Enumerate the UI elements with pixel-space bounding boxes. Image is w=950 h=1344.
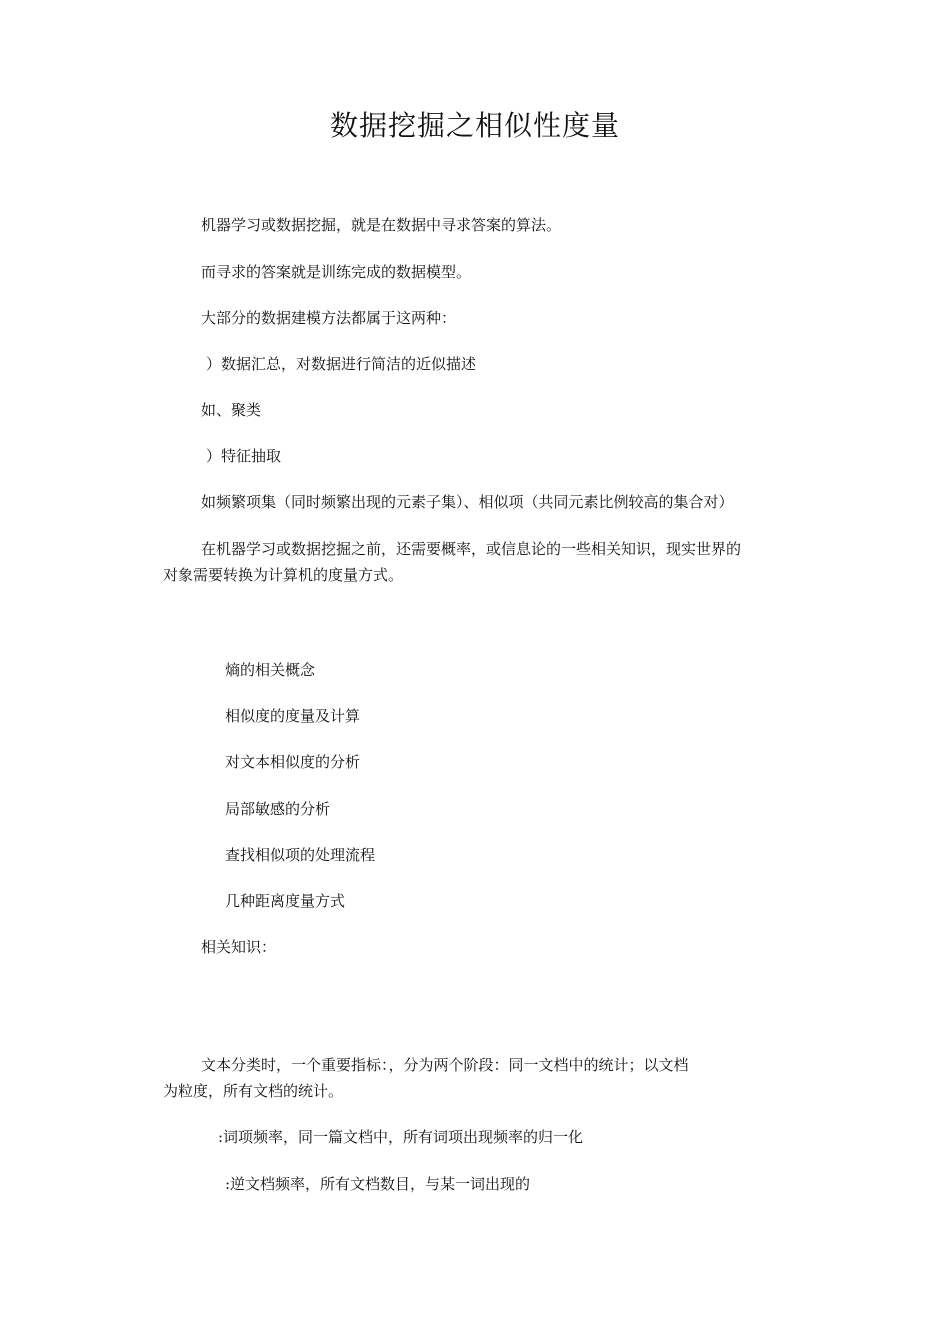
outline-item-1: 熵的相关概念: [225, 661, 316, 679]
intro-line-5: 如、聚类: [201, 401, 262, 419]
outline-item-6: 几种距离度量方式: [225, 892, 346, 910]
knowledge-paragraph-line-2: 对象需要转换为计算机的度量方式。: [163, 566, 404, 584]
outline-item-4: 局部敏感的分析: [225, 800, 331, 818]
document-title: 数据挖掘之相似性度量: [329, 109, 620, 142]
knowledge-paragraph-line-1: 在机器学习或数据挖掘之前，还需要概率，或信息论的一些相关知识，现实世界的: [201, 540, 742, 558]
outline-item-3: 对文本相似度的分析: [225, 753, 361, 771]
classification-paragraph-line-2: 为粒度，所有文档的统计。: [163, 1082, 344, 1100]
outline-item-2: 相似度的度量及计算: [225, 707, 361, 725]
intro-line-1: 机器学习或数据挖掘，就是在数据中寻求答案的算法。: [201, 216, 562, 234]
intro-line-4: ）数据汇总，对数据进行简洁的近似描述: [206, 355, 477, 373]
intro-line-6: ）特征抽取: [206, 447, 282, 465]
classification-paragraph-line-1: 文本分类时，一个重要指标：，分为两个阶段：同一文档中的统计；以文档: [201, 1056, 689, 1074]
definition-tf: :词项频率，同一篇文档中，所有词项出现频率的归一化: [218, 1128, 584, 1146]
intro-line-3: 大部分的数据建模方法都属于这两种：: [201, 309, 457, 327]
intro-line-7: 如频繁项集（同时频繁出现的元素子集）、相似项（共同元素比例较高的集合对）: [201, 493, 734, 511]
related-heading: 相关知识：: [201, 938, 277, 956]
definition-idf: :逆文档频率，所有文档数目，与某一词出现的: [225, 1175, 531, 1193]
intro-line-2: 而寻求的答案就是训练完成的数据模型。: [201, 263, 472, 281]
outline-item-5: 查找相似项的处理流程: [225, 846, 376, 864]
